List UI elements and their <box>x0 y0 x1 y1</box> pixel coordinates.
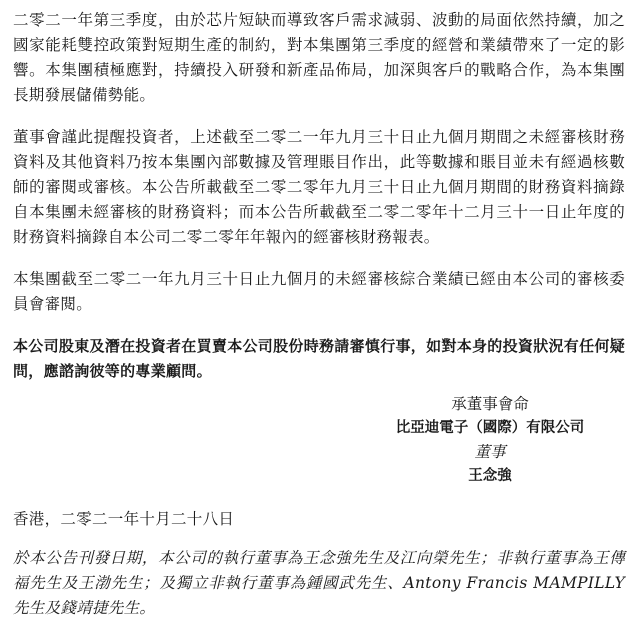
directors-text-part2: 先生及錢靖捷先生。 <box>13 599 156 617</box>
paragraph-business-review: 二零二一年第三季度，由於芯片短缺而導致客戶需求減弱、波動的局面依然持續，加之國家能耗雙控政策對短期生產的制約，對本集團第三季度的經營和業績帶來了一定的影響。本集團積極應對，持續投入研發和新產品佈局，加深與客戶的戰略合作，為本集團長期發展儲備勢能。 <box>13 11 625 104</box>
paragraph-caution: 本公司股東及潛在投資者在買賣本公司股份時務請審慎行事，如對本身的投資狀況有任何疑問，應諮詢彼等的專業顧問。 <box>13 337 626 380</box>
signature-on-behalf: 承董事會命 <box>451 395 529 413</box>
signature-title: 董事 <box>474 443 506 461</box>
directors-statement <box>13 546 625 621</box>
announcement-date: 香港，二零二一年十月二十八日 <box>13 510 235 528</box>
signature-block <box>370 392 610 488</box>
signature-company: 比亞迪電子（國際）有限公司 <box>395 420 585 436</box>
paragraph-audit-committee: 本集團截至二零二一年九月三十日止九個月的未經審核綜合業績已經由本公司的審核委員會審閱。 <box>13 270 625 313</box>
signature-name: 王念強 <box>468 468 512 484</box>
paragraph-reminder: 董事會謹此提醒投資者，上述截至二零二一年九月三十日止九個月期間之未經審核財務資料及其他資料乃按本集團內部數據及管理賬目作出，此等數據和賬目並未有經過核數師的審閱或審核。本公告所載截至二零二零年九月三十日止九個月期間的財務資料摘錄自本集團未經審核的財務資料；而本公告所載截至二零二零年十二月三十一日止年度的財務資料摘錄自本公司二零二零年年報內的經審核財務報表。 <box>13 128 625 246</box>
directors-english-name: Antony Francis MAMPILLY <box>403 574 625 592</box>
announcement-body <box>13 8 625 384</box>
directors-text-part1: 於本公告刊發日期，本公司的執行董事為王念強先生及江向榮先生；非執行董事為王傳福先生及王渤先生；及獨立非執行董事為鍾國武先生、 <box>13 549 625 592</box>
